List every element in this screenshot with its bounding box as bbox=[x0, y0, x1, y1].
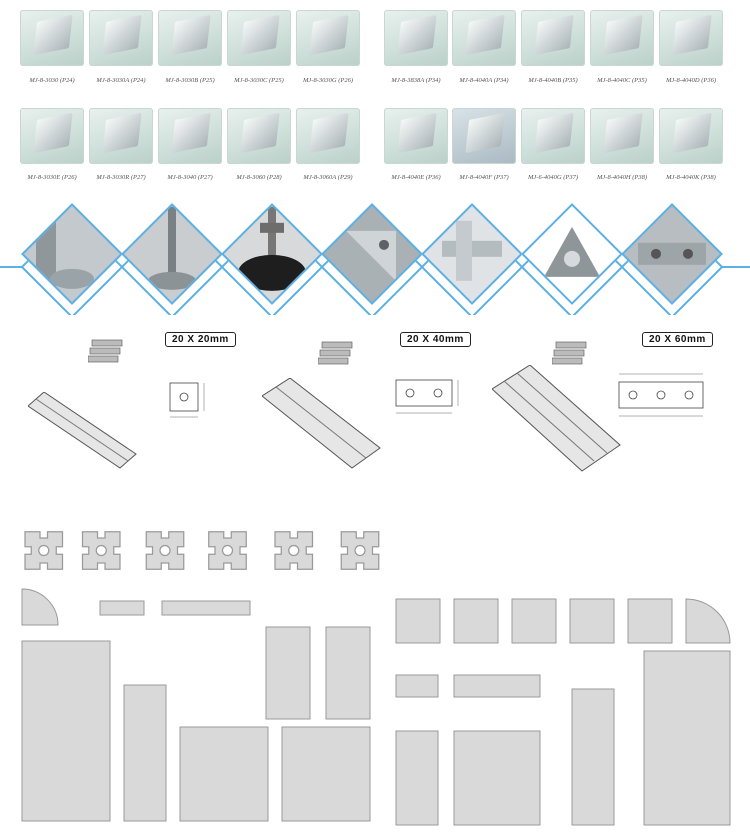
cross-section-20-series bbox=[22, 532, 379, 821]
profile-caption: MJ-8-3030 (P24) bbox=[29, 77, 75, 84]
profile-caption: MJ-6-4040G (P37) bbox=[528, 174, 578, 181]
dimension-drawing-20x60 bbox=[605, 368, 715, 428]
profile-caption: MJ-8-4040K (P38) bbox=[666, 174, 716, 181]
profile-caption: MJ-8-3838A (P34) bbox=[391, 77, 441, 84]
profile-thumb[interactable] bbox=[89, 10, 153, 66]
profile-thumb[interactable] bbox=[296, 108, 360, 164]
profile-caption: MJ-8-3060 (P28) bbox=[236, 174, 282, 181]
profile-thumb[interactable] bbox=[659, 10, 723, 66]
profile-caption: MJ-8-4040D (P36) bbox=[666, 77, 716, 84]
profile-thumb[interactable] bbox=[659, 108, 723, 164]
profile-caption: MJ-8-4040H (P38) bbox=[597, 174, 647, 181]
profile-caption: MJ-8-3030B (P25) bbox=[165, 77, 215, 84]
profile-caption: MJ-8-3030A (P24) bbox=[96, 77, 146, 84]
profile-bar-20x60 bbox=[492, 365, 622, 480]
dimension-drawing-20x40 bbox=[380, 368, 470, 423]
size-label-20x60: 20 X 60mm bbox=[642, 332, 713, 347]
profile-caption: MJ-8-3030C (P25) bbox=[234, 77, 284, 84]
profile-thumb[interactable] bbox=[590, 108, 654, 164]
accessory-band bbox=[0, 205, 750, 315]
profile-caption: MJ-8-3030G (P26) bbox=[303, 77, 353, 84]
profile-thumb[interactable] bbox=[158, 10, 222, 66]
profile-thumb[interactable] bbox=[89, 108, 153, 164]
profile-caption: MJ-8-3030R (P27) bbox=[96, 174, 146, 181]
profile-bar-20x40 bbox=[262, 378, 382, 478]
profile-thumb[interactable] bbox=[521, 10, 585, 66]
profile-caption: MJ-8-3030E (P26) bbox=[27, 174, 77, 181]
connector-group-icon bbox=[552, 338, 592, 368]
profile-thumb[interactable] bbox=[227, 108, 291, 164]
profile-bar-20x20 bbox=[28, 392, 138, 472]
profile-caption: MJ-8-4040B (P35) bbox=[528, 77, 578, 84]
profile-thumb[interactable] bbox=[296, 10, 360, 66]
profile-thumb[interactable] bbox=[452, 10, 516, 66]
size-label-20x20: 20 X 20mm bbox=[165, 332, 236, 347]
profile-caption: MJ-8-4040A (P34) bbox=[459, 77, 509, 84]
size-label-20x40: 20 X 40mm bbox=[400, 332, 471, 347]
profile-caption: MJ-8-4040C (P35) bbox=[597, 77, 647, 84]
profile-caption: MJ-8-3060A (P29) bbox=[303, 174, 353, 181]
profile-thumb[interactable] bbox=[384, 10, 448, 66]
cross-section-30-series bbox=[396, 599, 730, 825]
cross-section-grid bbox=[0, 513, 750, 833]
profile-thumb[interactable] bbox=[384, 108, 448, 164]
profile-thumb[interactable] bbox=[20, 108, 84, 164]
profile-thumb[interactable] bbox=[590, 10, 654, 66]
profile-thumb[interactable] bbox=[227, 10, 291, 66]
profile-caption: MJ-8-4040F (P37) bbox=[459, 174, 509, 181]
connector-group-icon bbox=[88, 336, 128, 366]
profile-thumb[interactable] bbox=[20, 10, 84, 66]
profile-thumb[interactable] bbox=[452, 108, 516, 164]
profile-thumb[interactable] bbox=[521, 108, 585, 164]
profile-caption: MJ-8-3040 (P27) bbox=[167, 174, 213, 181]
dimension-drawing-20x20 bbox=[160, 375, 222, 423]
profile-thumb[interactable] bbox=[158, 108, 222, 164]
connector-group-icon bbox=[318, 338, 358, 368]
profile-caption: MJ-8-4040E (P36) bbox=[391, 174, 441, 181]
